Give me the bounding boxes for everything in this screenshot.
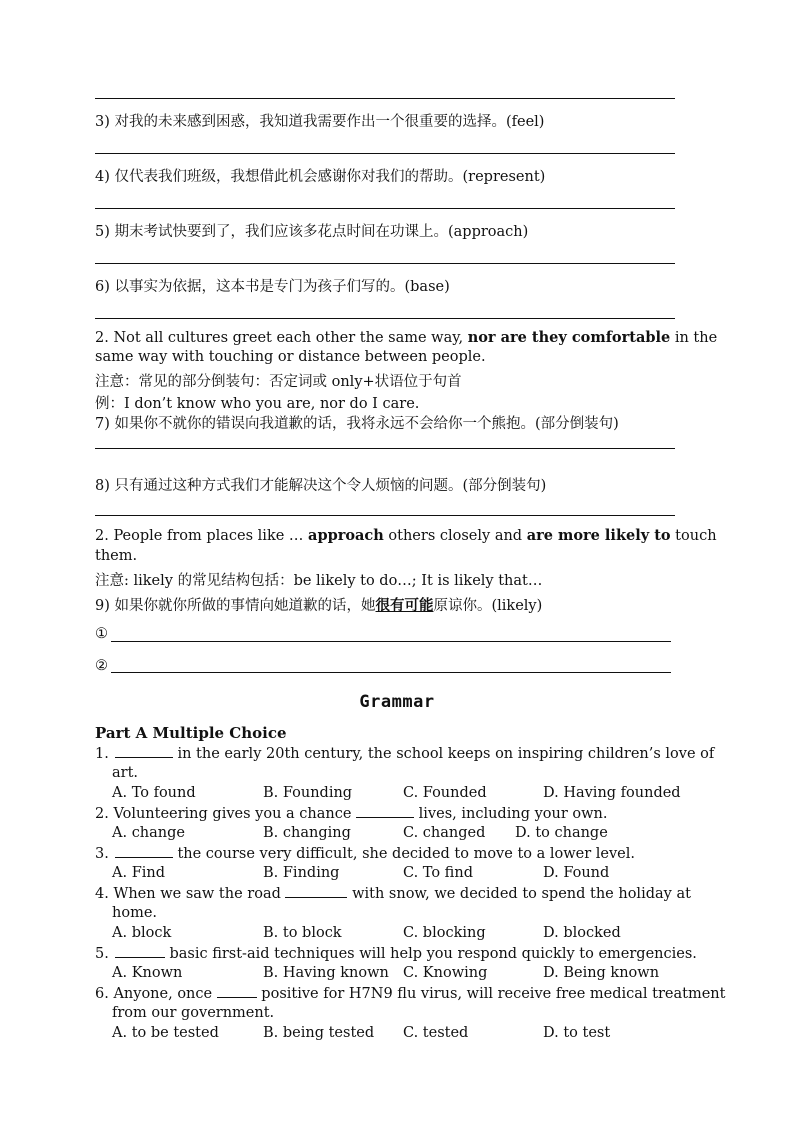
answer-line (95, 515, 675, 516)
note2-rule: 注意: likely 的常见结构包括：be likely to do…; It is likely that… (95, 573, 543, 589)
question-3 (95, 845, 635, 862)
note1-line2: same way with touching or distance between people. (95, 349, 486, 365)
item-3: 3) 对我的未来感到困惑，我知道我需要作出一个很重要的选择。(feel) (95, 114, 545, 130)
item-9-underlined: 很有可能 (375, 597, 434, 614)
option-c[interactable]: C. changed (403, 825, 486, 841)
question-text: with snow, we decided to spend the holiday at (347, 886, 691, 902)
option-a[interactable]: A. To found (112, 785, 196, 801)
note1-bold: nor are they comfortable (467, 329, 671, 346)
answer-line (95, 208, 675, 209)
option-c[interactable]: C. Founded (403, 785, 487, 801)
note2-bold: are more likely to (526, 527, 671, 544)
option-b[interactable]: B. changing (263, 825, 351, 841)
answer-blank[interactable] (285, 885, 347, 898)
option-c[interactable]: C. To find (403, 865, 473, 881)
question-text: 2. Volunteering gives you a chance (95, 806, 357, 822)
question-4 (95, 885, 691, 902)
option-a[interactable]: A. Find (112, 865, 166, 881)
question-text: 4. When we saw the road (95, 886, 286, 902)
option-c[interactable]: C. tested (403, 1025, 469, 1041)
item-9-text: 9) 如果你就你所做的事情向她道歉的话，她 (95, 598, 376, 614)
answer-blank[interactable] (115, 845, 173, 858)
item-8: 8) 只有通过这种方式我们才能解决这个令人烦恼的问题。(部分倒装句) (95, 478, 547, 494)
note2-line1 (95, 527, 717, 544)
part-heading: Part A Multiple Choice (95, 724, 287, 742)
item-6: 6) 以事实为依据，这本书是专门为孩子们写的。(base) (95, 279, 450, 295)
option-d[interactable]: D. Found (543, 865, 610, 881)
question-text: basic first-aid techniques will help you respond quickly to emergencies. (164, 946, 697, 962)
note2-text: touch (670, 528, 717, 544)
answer-blank[interactable] (356, 805, 414, 818)
question-6-cont: from our government. (112, 1005, 275, 1021)
answer-line (95, 448, 675, 449)
question-text: lives, including your own. (414, 806, 608, 822)
option-c[interactable]: C. Knowing (403, 965, 488, 981)
option-a[interactable]: A. Known (112, 965, 183, 981)
answer-line (95, 318, 675, 319)
item-7: 7) 如果你不就你的错误向我道歉的话，我将永远不会给你一个熊抱。(部分倒装句) (95, 416, 619, 432)
note2-line2: them. (95, 548, 138, 564)
question-text: positive for H7N9 flu virus, will receive free medical treatment (256, 986, 726, 1002)
option-a[interactable]: A. to be tested (112, 1025, 219, 1041)
question-2 (95, 805, 607, 822)
option-d[interactable]: D. to change (515, 825, 608, 841)
option-b[interactable]: B. Having known (263, 965, 389, 981)
note1-line1 (95, 329, 717, 346)
question-5 (95, 945, 697, 962)
question-text: 5. (95, 946, 109, 962)
question-6 (95, 985, 725, 1002)
note1-example: 例：I don’t know who you are, nor do I care. (95, 396, 420, 412)
option-d[interactable]: D. to test (543, 1025, 611, 1041)
question-4-cont: home. (112, 905, 158, 921)
answer-blank[interactable] (115, 945, 165, 958)
option-d[interactable]: D. Being known (543, 965, 660, 981)
item-4: 4) 仅代表我们班级，我想借此机会感谢你对我们的帮助。(represent) (95, 169, 546, 185)
question-text: 1. (95, 746, 109, 762)
question-1-cont: art. (112, 765, 139, 781)
option-b[interactable]: B. to block (263, 925, 342, 941)
item-9-text: 原谅你。(likely) (433, 598, 543, 614)
option-c[interactable]: C. blocking (403, 925, 486, 941)
question-1 (95, 745, 714, 762)
answer-blank[interactable] (115, 745, 173, 758)
question-text: the course very difficult, she decided to move to a lower level. (172, 846, 635, 862)
note1-text: 2. Not all cultures greet each other the same way, (95, 330, 468, 346)
section-title: Grammar (359, 692, 435, 712)
answer-line (111, 672, 671, 673)
note2-text: others closely and (383, 528, 527, 544)
question-text: in the early 20th century, the school keeps on inspiring children’s love of (172, 746, 715, 762)
item-9 (95, 594, 542, 615)
note1-text: in the (670, 330, 718, 346)
answer-blank[interactable] (217, 985, 257, 998)
answer-line (111, 641, 671, 642)
answer-line (95, 263, 675, 264)
answer-line (95, 153, 675, 154)
question-text: 3. (95, 846, 109, 862)
item-5: 5) 期末考试快要到了，我们应该多花点时间在功课上。(approach) (95, 224, 529, 240)
question-text: 6. Anyone, once (95, 986, 217, 1002)
option-a[interactable]: A. block (112, 925, 172, 941)
note1-rule: 注意：常见的部分倒装句：否定词或 only+状语位于句首 (95, 374, 462, 390)
option-d[interactable]: D. blocked (543, 925, 621, 941)
circle-1: ① (95, 626, 108, 642)
note2-bold: approach (308, 527, 384, 544)
option-a[interactable]: A. change (112, 825, 185, 841)
answer-line (95, 98, 675, 99)
option-b[interactable]: B. being tested (263, 1025, 375, 1041)
note2-text: 2. People from places like … (95, 528, 309, 544)
option-d[interactable]: D. Having founded (543, 785, 681, 801)
option-b[interactable]: B. Founding (263, 785, 353, 801)
circle-2: ② (95, 658, 108, 674)
option-b[interactable]: B. Finding (263, 865, 340, 881)
